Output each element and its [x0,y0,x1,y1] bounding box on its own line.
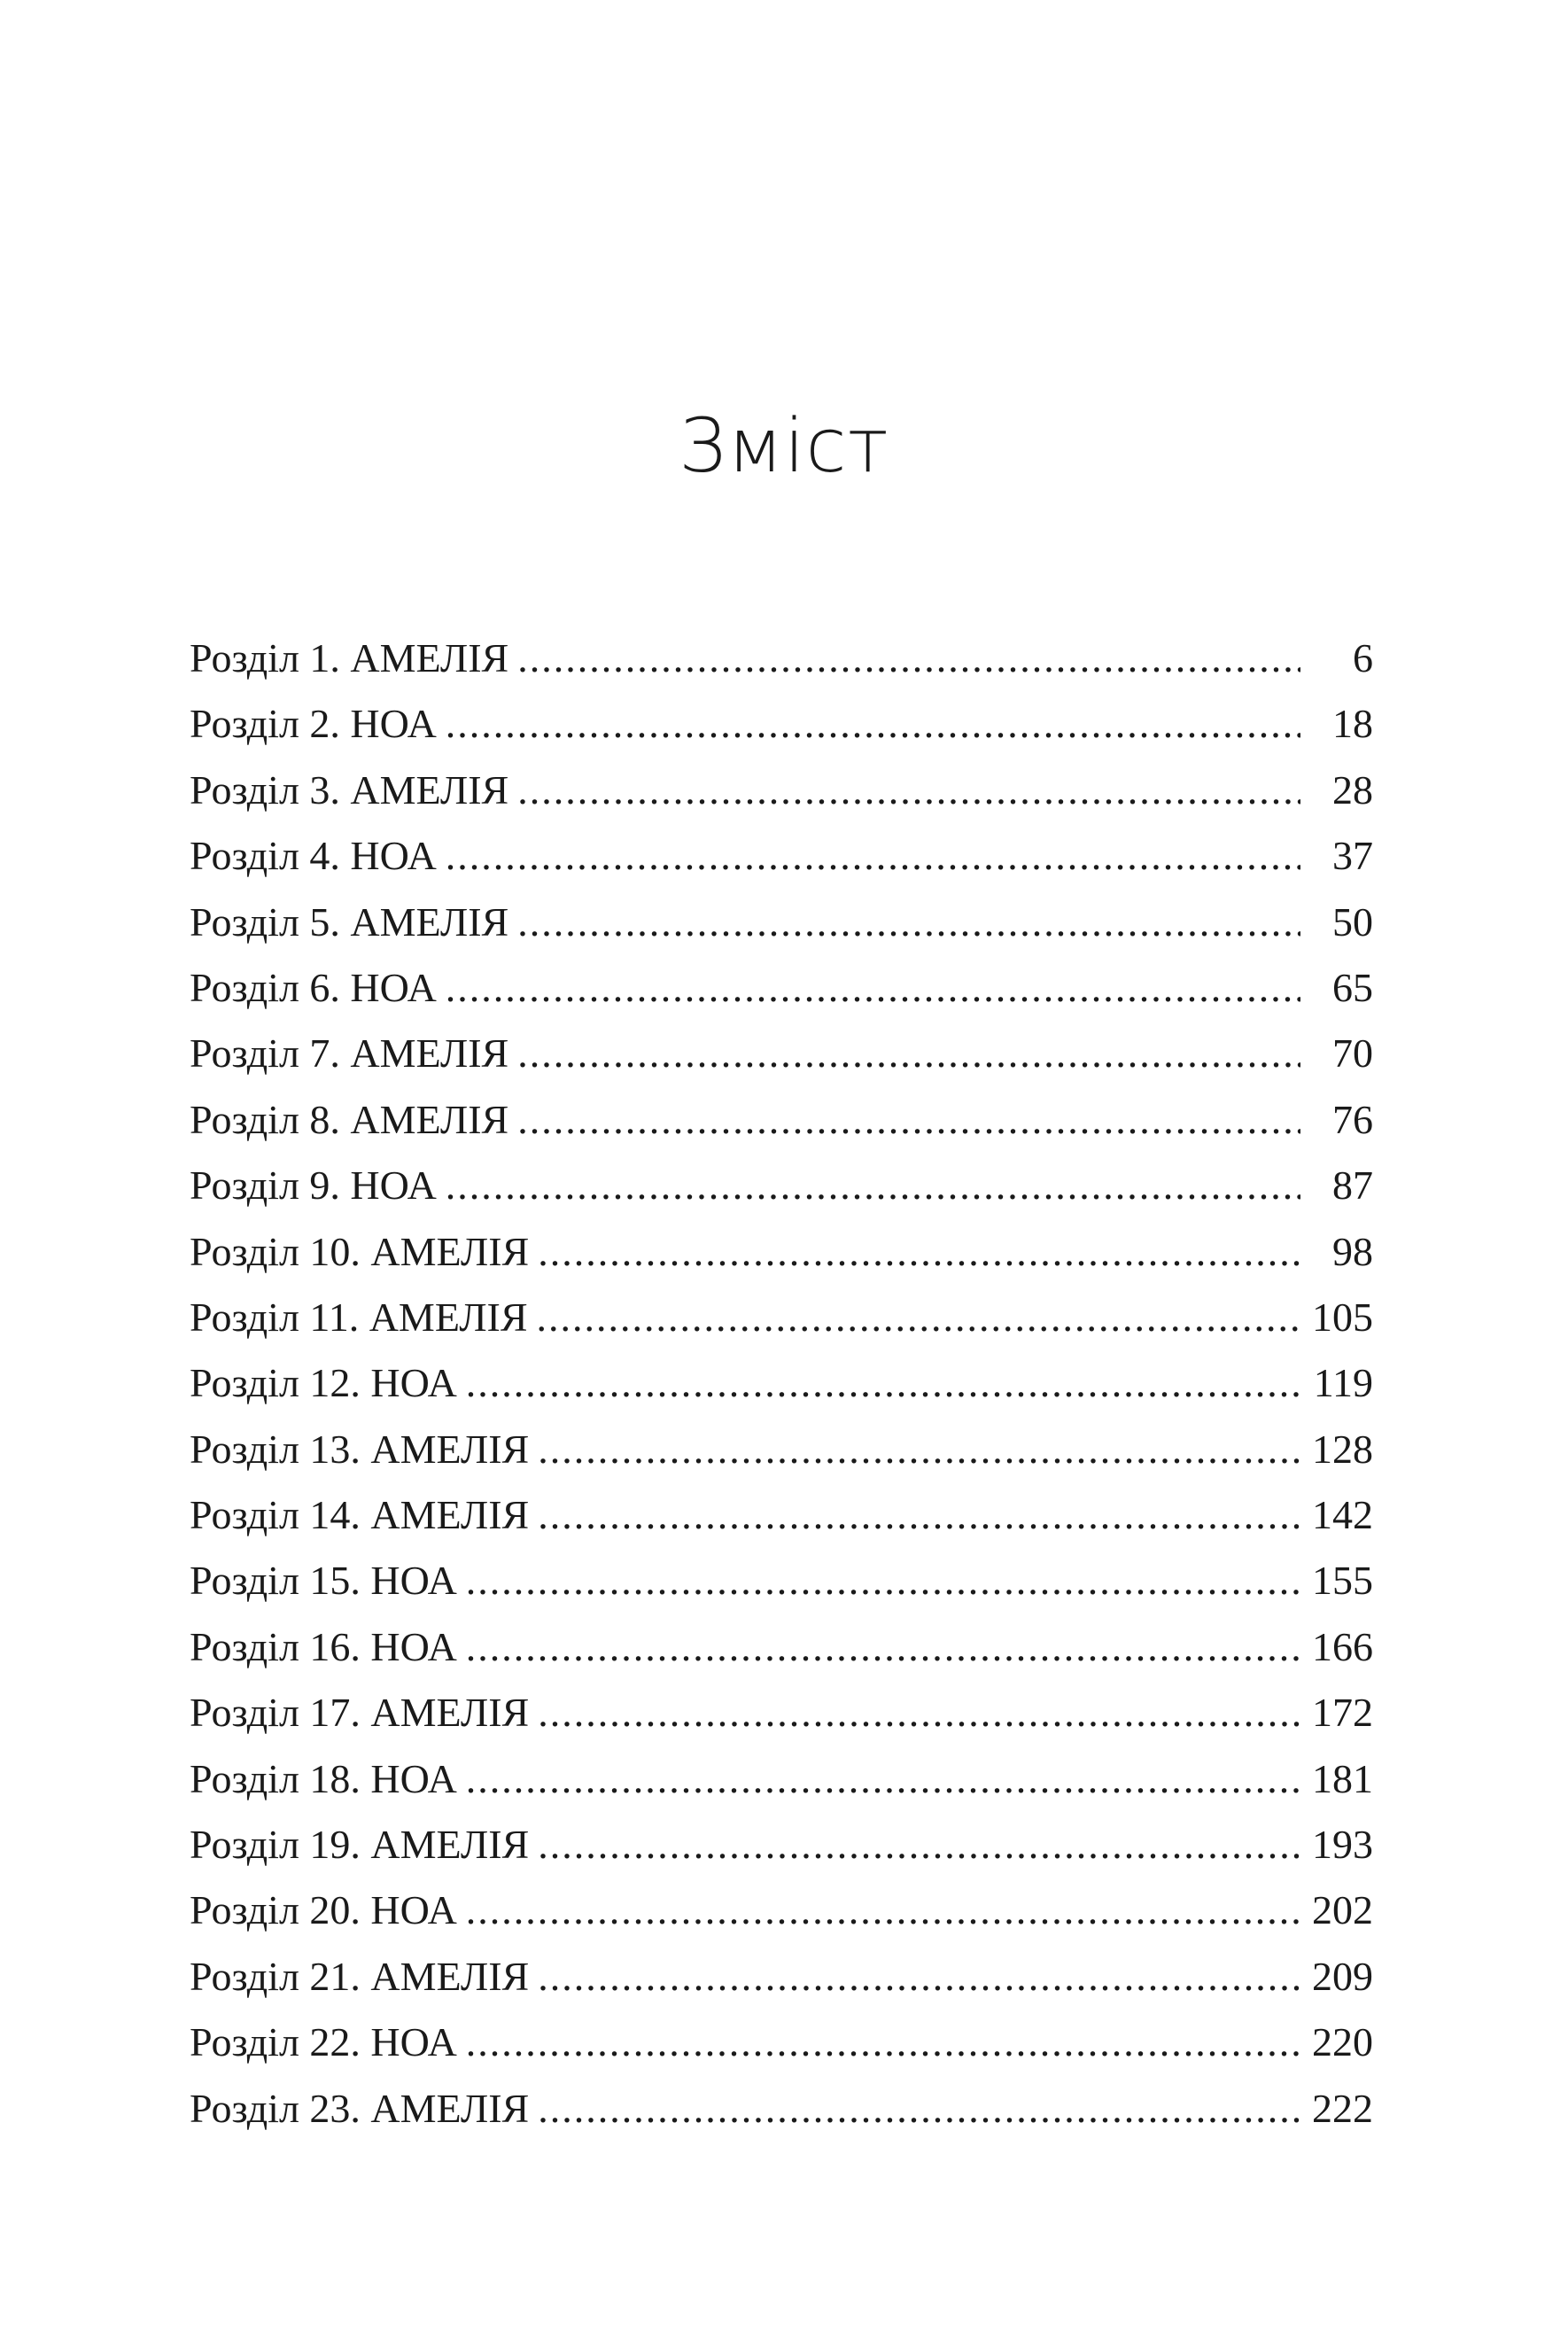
toc-dot-leader [537,1285,1300,1350]
toc-chapter-label: Розділ 19. АМЕЛІЯ [190,1822,530,1868]
toc-dot-leader [466,1746,1300,1812]
toc-dot-leader [517,626,1300,691]
toc-entry[interactable] [190,2010,1373,2075]
toc-chapter-label: Розділ 13. АМЕЛІЯ [190,1426,530,1472]
toc-chapter-label: Розділ 6. НОА [190,964,437,1010]
toc-entry[interactable] [190,1417,1373,1482]
table-of-contents [190,626,1373,2142]
toc-page-number: 6 [1353,635,1373,680]
toc-page-number: 70 [1332,1030,1373,1077]
toc-dot-leader [517,758,1300,823]
toc-dot-leader [517,890,1300,955]
toc-chapter-label: Розділ 18. НОА [190,1755,457,1801]
toc-entry[interactable] [190,1812,1373,1878]
toc-entry[interactable] [190,1878,1373,1943]
toc-dot-leader [466,1878,1300,1943]
toc-dot-leader [466,1350,1300,1416]
toc-entry[interactable] [190,1746,1373,1812]
toc-dot-leader [538,1417,1300,1482]
toc-dot-leader [517,1087,1300,1153]
toc-chapter-label: Розділ 3. АМЕЛІЯ [190,766,509,812]
toc-chapter-label: Розділ 14. АМЕЛІЯ [190,1492,530,1538]
toc-page-number: 209 [1312,1953,1373,1999]
toc-entry[interactable] [190,758,1373,823]
toc-dot-leader [446,1153,1300,1218]
toc-chapter-label: Розділ 22. НОА [190,2019,457,2065]
toc-dot-leader [446,823,1300,889]
toc-page-number: 222 [1312,2085,1373,2131]
toc-entry[interactable] [190,1482,1373,1548]
toc-entry[interactable] [190,890,1373,955]
toc-dot-leader [538,1482,1300,1548]
toc-dot-leader [538,2076,1300,2142]
toc-chapter-label: Розділ 15. НОА [190,1558,457,1604]
toc-entry[interactable] [190,1548,1373,1613]
toc-chapter-label: Розділ 5. АМЕЛІЯ [190,898,509,945]
toc-entry[interactable] [190,1944,1373,2010]
toc-page-number: 142 [1312,1492,1373,1538]
toc-page-number: 166 [1312,1623,1373,1669]
toc-dot-leader [538,1680,1300,1745]
toc-entry[interactable] [190,1614,1373,1680]
toc-dot-leader [446,691,1300,757]
toc-chapter-label: Розділ 8. АМЕЛІЯ [190,1096,509,1142]
toc-chapter-label: Розділ 12. НОА [190,1360,457,1406]
toc-entry[interactable] [190,1219,1373,1285]
toc-page-number: 76 [1332,1096,1373,1142]
toc-entry[interactable] [190,1680,1373,1745]
toc-page-number: 128 [1312,1426,1373,1472]
toc-entry[interactable] [190,1021,1373,1086]
toc-dot-leader [466,2010,1300,2075]
toc-dot-leader [517,1021,1300,1086]
toc-page-number: 65 [1332,964,1373,1010]
toc-page-number: 220 [1312,2019,1373,2065]
toc-entry[interactable] [190,691,1373,757]
toc-chapter-label: Розділ 9. НОА [190,1162,437,1209]
toc-entry[interactable] [190,1285,1373,1350]
toc-chapter-label: Розділ 4. НОА [190,833,437,879]
toc-entry[interactable] [190,1087,1373,1153]
toc-page-number: 18 [1332,701,1373,747]
toc-dot-leader [446,955,1300,1021]
toc-chapter-label: Розділ 23. АМЕЛІЯ [190,2085,530,2131]
toc-dot-leader [466,1548,1300,1613]
toc-chapter-label: Розділ 16. НОА [190,1623,457,1669]
toc-dot-leader [538,1219,1300,1285]
toc-dot-leader [538,1812,1300,1878]
toc-page-number: 28 [1332,766,1373,812]
toc-page-number: 172 [1312,1690,1373,1736]
toc-chapter-label: Розділ 1. АМЕЛІЯ [190,635,509,680]
toc-page-number: 181 [1312,1755,1373,1801]
toc-chapter-label: Розділ 10. АМЕЛІЯ [190,1228,530,1274]
toc-chapter-label: Розділ 20. НОА [190,1887,457,1933]
toc-dot-leader [466,1614,1300,1680]
toc-chapter-label: Розділ 17. АМЕЛІЯ [190,1690,530,1736]
toc-entry[interactable] [190,626,1373,691]
toc-entry[interactable] [190,823,1373,889]
toc-entry[interactable] [190,1153,1373,1218]
toc-page-number: 119 [1313,1360,1373,1406]
page-title: Зміст [679,402,889,490]
toc-page-number: 105 [1312,1294,1373,1340]
toc-entry[interactable] [190,955,1373,1021]
toc-entry[interactable] [190,1350,1373,1416]
toc-page-number: 202 [1312,1887,1373,1933]
toc-page-number: 87 [1332,1162,1373,1209]
toc-chapter-label: Розділ 7. АМЕЛІЯ [190,1030,509,1077]
toc-page-number: 98 [1332,1228,1373,1274]
toc-chapter-label: Розділ 21. АМЕЛІЯ [190,1953,530,1999]
toc-chapter-label: Розділ 11. АМЕЛІЯ [190,1294,528,1340]
toc-page-number: 155 [1312,1558,1373,1604]
toc-page-number: 37 [1332,833,1373,879]
toc-page-number: 50 [1332,898,1373,945]
toc-chapter-label: Розділ 2. НОА [190,701,437,747]
toc-dot-leader [538,1944,1300,2010]
toc-page-number: 193 [1312,1822,1373,1868]
toc-entry[interactable] [190,2076,1373,2142]
